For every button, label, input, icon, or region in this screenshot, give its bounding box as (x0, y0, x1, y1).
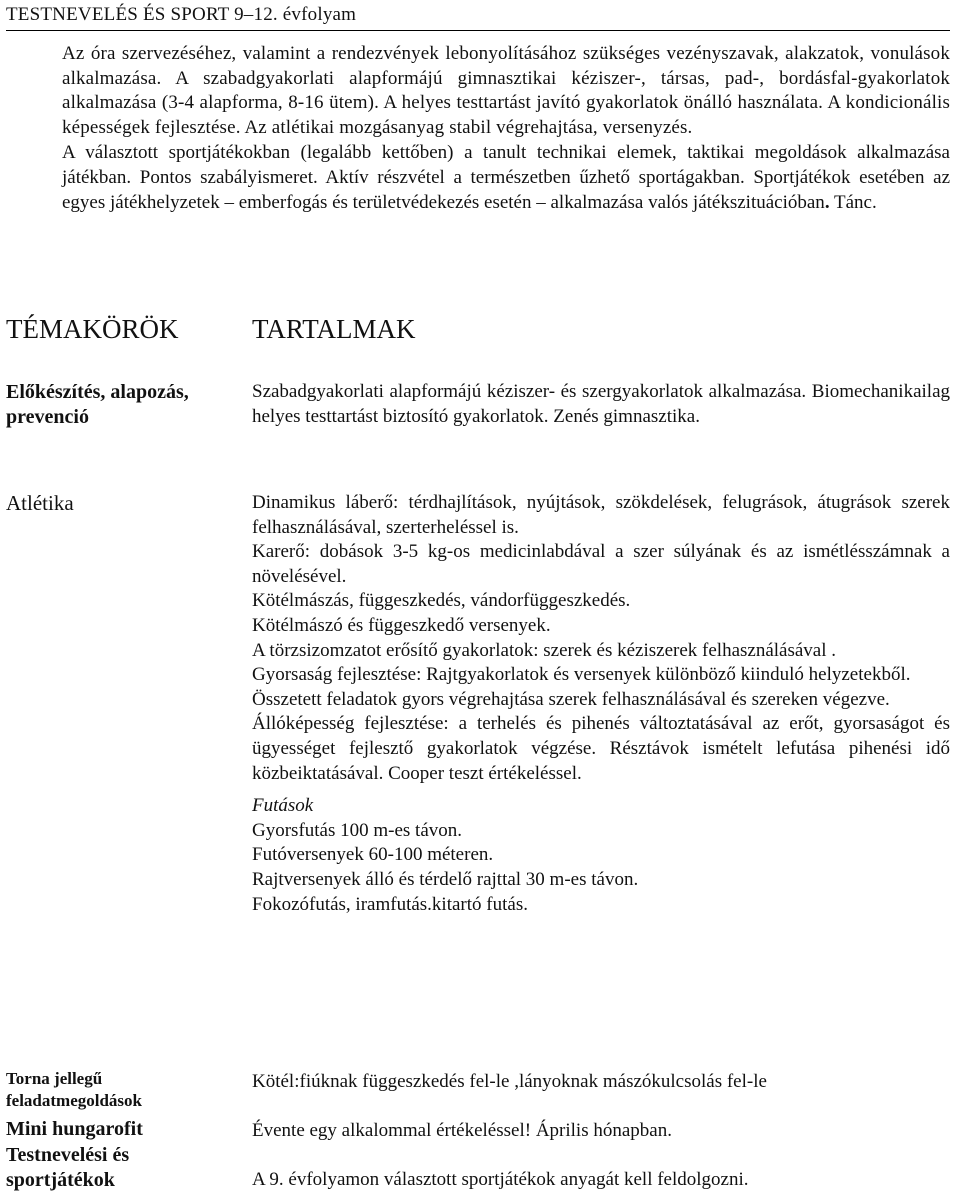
section-label-gym: Torna jellegű feladatmegoldások (6, 1069, 142, 1110)
running-subtitle: Futások (252, 795, 314, 817)
athletics-item: Gyorsaság fejlesztése: Rajtgyakorlatok és versenyek különböző kiinduló helyzetekből. (252, 664, 911, 686)
running-item: Fokozófutás, iramfutás.kitartó futás. (252, 893, 528, 915)
page-header (6, 2, 950, 31)
header-title: TESTNEVELÉS ÉS SPORT 9–12. évfolyam (6, 4, 357, 25)
section-label-fit: Mini hungarofit (6, 1118, 143, 1140)
section-label-prep: Előkészítés, alapozás, prevenció (6, 381, 189, 428)
athletics-item: Kötélmászó és függeszkedő versenyek. (252, 614, 551, 636)
section-body-gym: Kötél:fiúknak függeszkedés fel-le ,lányoknak mászókulcsolás fel-le (252, 1071, 767, 1092)
athletics-item: Dinamikus láberő: térdhajlítások, nyújtások, szökdelések, felugrások, átugrások szerek felhasználásával, szerterheléssel is. (252, 492, 950, 538)
running-item: Gyorsfutás 100 m-es távon. (252, 819, 463, 841)
intro-text (62, 42, 950, 215)
running-item: Rajtversenyek álló és térdelő rajttal 30 m-es távon. (252, 868, 639, 890)
running-item: Futóversenyek 60-100 méteren. (252, 844, 494, 866)
athletics-item: Kötélmászás, függeszkedés, vándorfüggeszkedés. (252, 590, 631, 612)
section-body-prep: Szabadgyakorlati alapformájú kéziszer- és szergyakorlatok alkalmazása. Biomechanikailag helyes testtartást biztosító gyakorlatok. Zenés gimnasztika. (252, 381, 950, 427)
section-body-fit: Évente egy alkalommal értékeléssel! Április hónapban. (252, 1120, 672, 1141)
topics-heading: TÉMAKÖRÖK (6, 314, 179, 344)
column-headings (6, 312, 950, 348)
athletics-item: Karerő: dobások 3-5 kg-os medicinlabdával a szer súlyának és az ismétlésszámnak a növelésével. (252, 541, 950, 587)
intro-paragraph-1: Az óra szervezéséhez, valamint a rendezvények lebonyolításához szükséges vezényszavak, alakzatok, vonulások alkalmazása. A szabadgyakorlati alapformájú gimnasztikai kéziszer-, társas, pad-, bordásfal-gyakorlatok alkalmazása (3-4 alapforma, 8-16 ütem). A helyes testtartást javító gyakorlatok önálló használata. A kondicionális képességek fejlesztése. Az atlétikai mozgásanyag stabil végrehajtása, versenyzés. (62, 43, 950, 138)
intro-paragraph-2: A választott sportjátékokban (legalább kettőben) a tanult technikai elemek, taktikai megoldások alkalmazása játékban. Pontos szabályismeret. Aktív részvétel a természetben űzhető sportágakban. Sportjátékok esetében az egyes játékhelyzetek – emberfogás és területvédekezés esetén – alkalmazása valós játékszituációban. Tánc. (62, 142, 950, 213)
athletics-item: Állóképesség fejlesztése: a terhelés és pihenés változtatásával az erőt, gyorsaságot és ügyességet fejlesztő gyakorlatok végzése. Résztávok ismételt lefutása pihenési idő közbeiktatásával. Cooper teszt értékeléssel. (252, 713, 950, 784)
section-label-athletics: Atlétika (6, 491, 74, 515)
contents-heading: TARTALMAK (252, 314, 416, 344)
section-label-games: Testnevelési és sportjátékok (6, 1144, 130, 1191)
section-body-athletics (252, 491, 950, 917)
athletics-item: Összetett feladatok gyors végrehajtása szerek felhasználásával és szereken végezve. (252, 688, 890, 710)
athletics-item: A törzsizomzatot erősítő gyakorlatok: szerek és kéziszerek felhasználásával . (252, 639, 837, 661)
section-body-games: A 9. évfolyamon választott sportjátékok anyagát kell feldolgozni. (252, 1169, 749, 1190)
